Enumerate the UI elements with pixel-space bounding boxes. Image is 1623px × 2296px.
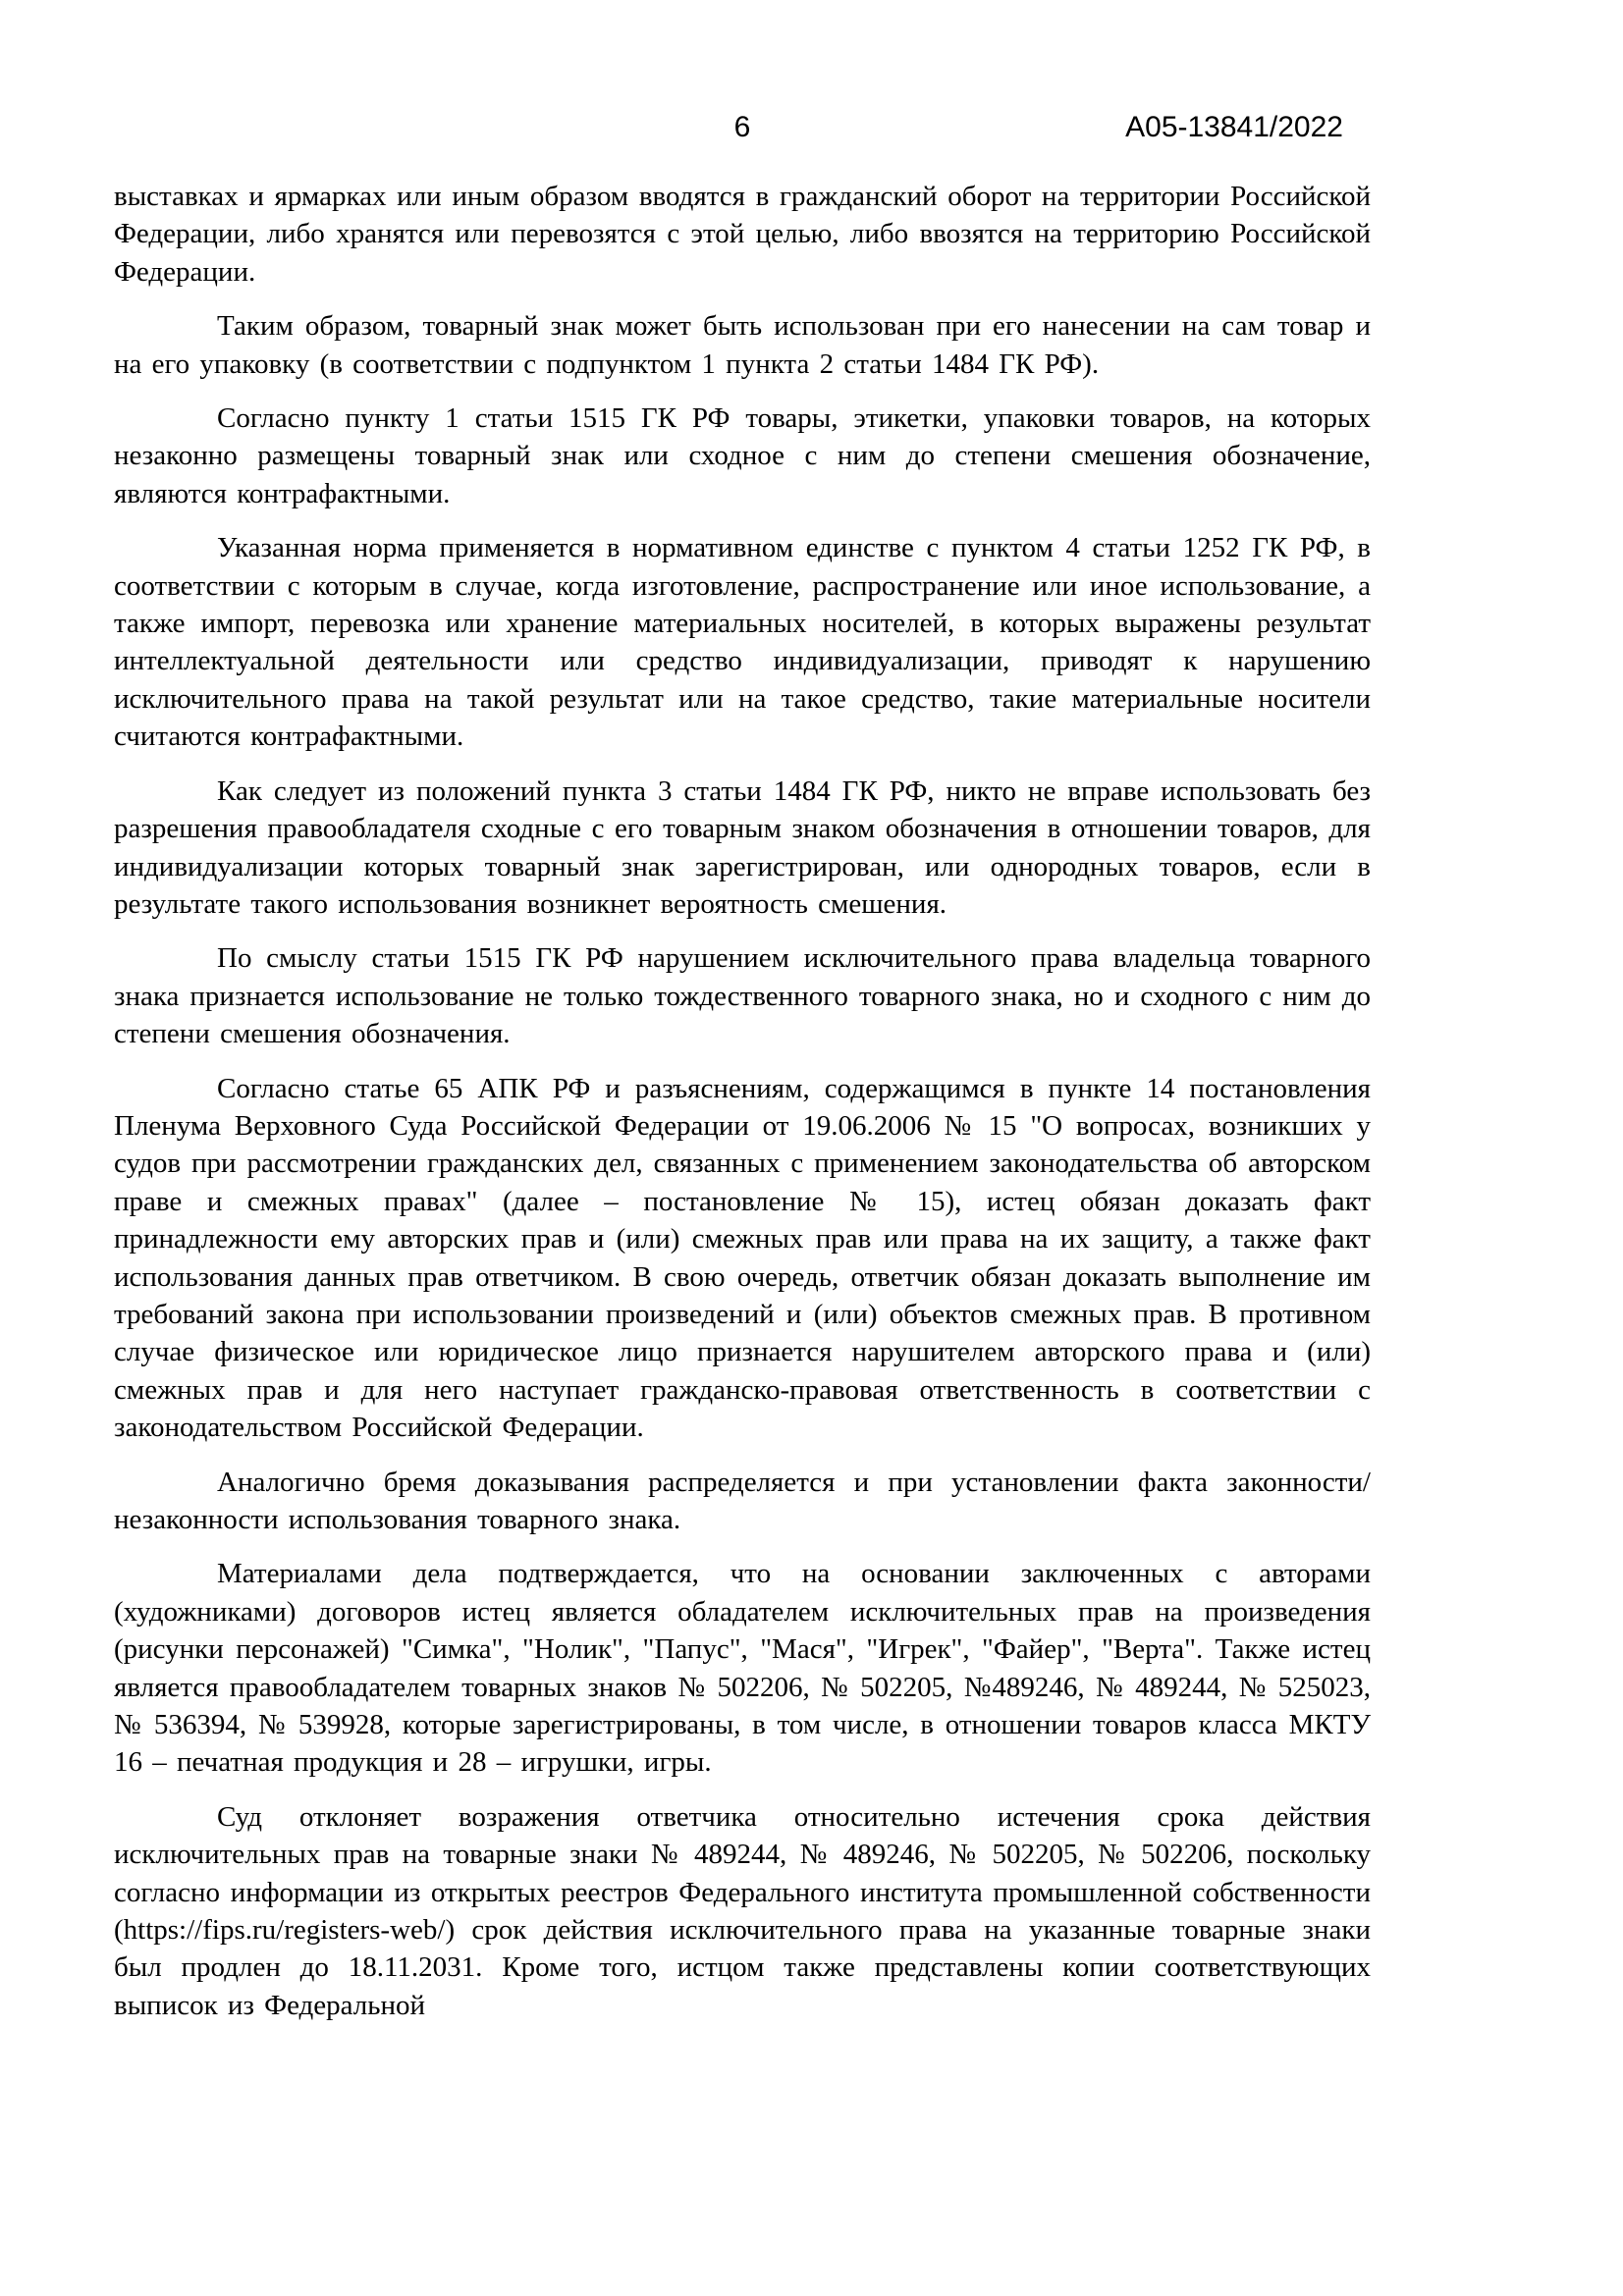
paragraph-trademark-usage: Таким образом, товарный знак может быть использован при его нанесении на сам товар и на его упаковку (в соответствии с подпунктом 1 пункта 2 статьи 1484 ГК РФ). [114,310,1371,380]
document-body [114,178,1371,2041]
paragraph-case-materials: Материалами дела подтверждается, что на основании заключенных с авторами (художниками) договоров истец является обладателем исключительных прав на произведения (рисунки персонажей) "Симка", "Нолик", "Папус", "Мася", "Игрек", "Файер", "Верта". Также истец является правообладателем товарных знаков № 502206, № 502205, №489246, № 489244, № 525023, № 536394, № 539928, которые зарегистрированы, в том числе, в отношении товаров класса МКТУ 16 – печатная продукция и 28 – игрушки, игры. [114,1558,1371,1779]
paragraph-trademark-circulation: выставках и ярмарках или иным образом вводятся в гражданский оборот на территории Российской Федерации, либо хранятся или перевозятся с этой целью, либо ввозятся на территорию Российской Федерации. [114,181,1371,288]
paragraph-infringement-definition: По смыслу статьи 1515 ГК РФ нарушением исключительного права владельца товарного знака признается использование не только тождественного товарного знака, но и сходного с ним до степени смешения обозначения. [114,942,1371,1050]
case-number: A05-13841/2022 [1125,111,1343,143]
page-header [114,110,1371,147]
paragraph-court-rejects-objections: Суд отклоняет возражения ответчика относительно истечения срока действия исключительных прав на товарные знаки № 489244, № 489246, № 502205, № 502206, поскольку согласно информации из открытых реестров Федерального института промышленной собственности (https://fips.ru/registers-web/) срок действия исключительного права на указанные товарные знаки был продлен до 18.11.2031. Кроме того, истцом также представлены копии соответствующих выписок из Федеральной [114,1800,1371,2021]
paragraph-article-1515: Согласно пункту 1 статьи 1515 ГК РФ товары, этикетки, упаковки товаров, на которых незаконно размещены товарный знак или сходное с ним до степени смешения обозначение, являются контрафактными. [114,402,1371,509]
paragraph-article-1252: Указанная норма применяется в нормативном единстве с пунктом 4 статьи 1252 ГК РФ, в соответствии с которым в случае, когда изготовление, распространение или иное использование, а также импорт, перевозка или хранение материальных носителей, в которых выражены результат интеллектуальной деятельности или средство индивидуализации, приводят к нарушению исключительного права на такой результат или на такое средство, такие материальные носители считаются контрафактными. [114,532,1371,753]
paragraph-article-1484: Как следует из положений пункта 3 статьи 1484 ГК РФ, никто не вправе использовать без разрешения правообладателя сходные с его товарным знаком обозначения в отношении товаров, для индивидуализации которых товарный знак зарегистрирован, или однородных товаров, если в результате такого использования возникнет вероятность смешения. [114,774,1371,920]
paragraph-burden-analogy: Аналогично бремя доказывания распределяется и при установлении факта законности/незаконности использования товарного знака. [114,1466,1371,1535]
paragraph-burden-of-proof: Согласно статье 65 АПК РФ и разъяснениям, содержащимся в пункте 14 постановления Пленума Верховного Суда Российской Федерации от 19.06.2006 № 15 "О вопросах, возникших у судов при рассмотрении гражданских дел, связанных с применением законодательства об авторском праве и смежных правах" (далее – постановление № 15), истец обязан доказать факт принадлежности ему авторских прав и (или) смежных прав или права на их защиту, а также факт использования данных прав ответчиком. В свою очередь, ответчик обязан доказать выполнение им требований закона при использовании произведений и (или) объектов смежных прав. В противном случае физическое или юридическое лицо признается нарушителем авторского права и (или) смежных прав и для него наступает гражданско-правовая ответственность в соответствии с законодательством Российской Федерации. [114,1072,1371,1444]
page-number: 6 [733,111,751,143]
